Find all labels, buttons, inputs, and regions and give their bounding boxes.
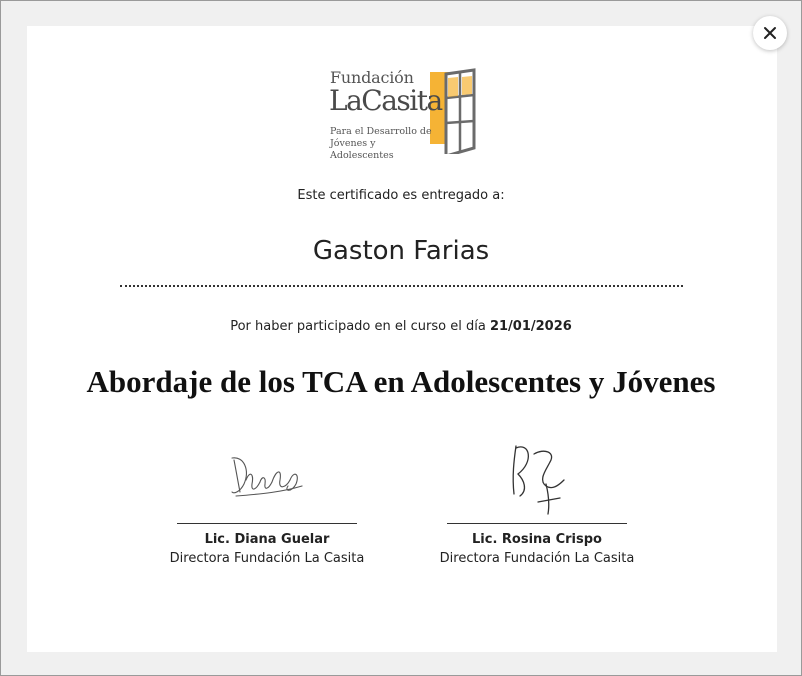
participation-prefix: Por haber participado en el curso el día <box>230 319 486 334</box>
signatory-role: Directora Fundación La Casita <box>169 551 365 566</box>
course-title: Abordaje de los TCA en Adolescentes y Jóvenes <box>86 364 716 399</box>
signatory-name: Lic. Rosina Crispo <box>472 532 602 547</box>
signature-block-crispo <box>422 440 652 566</box>
close-button[interactable] <box>753 16 787 50</box>
signature-image-guelar <box>152 440 382 520</box>
participation-text <box>0 319 802 334</box>
signature-image-crispo <box>422 440 652 520</box>
signature-line <box>177 523 357 524</box>
signature-block-guelar <box>152 440 382 566</box>
signatory-role: Directora Fundación La Casita <box>439 551 635 566</box>
signature-line <box>447 523 627 524</box>
logo-tagline <box>330 126 440 162</box>
logo-line-1: Fundación <box>330 68 414 87</box>
certificate-intro: Este certificado es entregado a: <box>297 188 505 203</box>
recipient-name: Gaston Farias <box>312 236 490 266</box>
logo-tagline-line-1: Para el Desarrollo de <box>330 126 432 137</box>
recipient-underline <box>120 285 683 287</box>
close-icon <box>763 26 777 40</box>
fundacion-logo <box>329 66 480 161</box>
course-date: 21/01/2026 <box>489 319 572 334</box>
logo-line-2: LaCasita <box>329 84 442 117</box>
logo-tagline-line-2: Jóvenes y Adolescentes <box>330 138 394 161</box>
signatory-name: Lic. Diana Guelar <box>204 532 330 547</box>
